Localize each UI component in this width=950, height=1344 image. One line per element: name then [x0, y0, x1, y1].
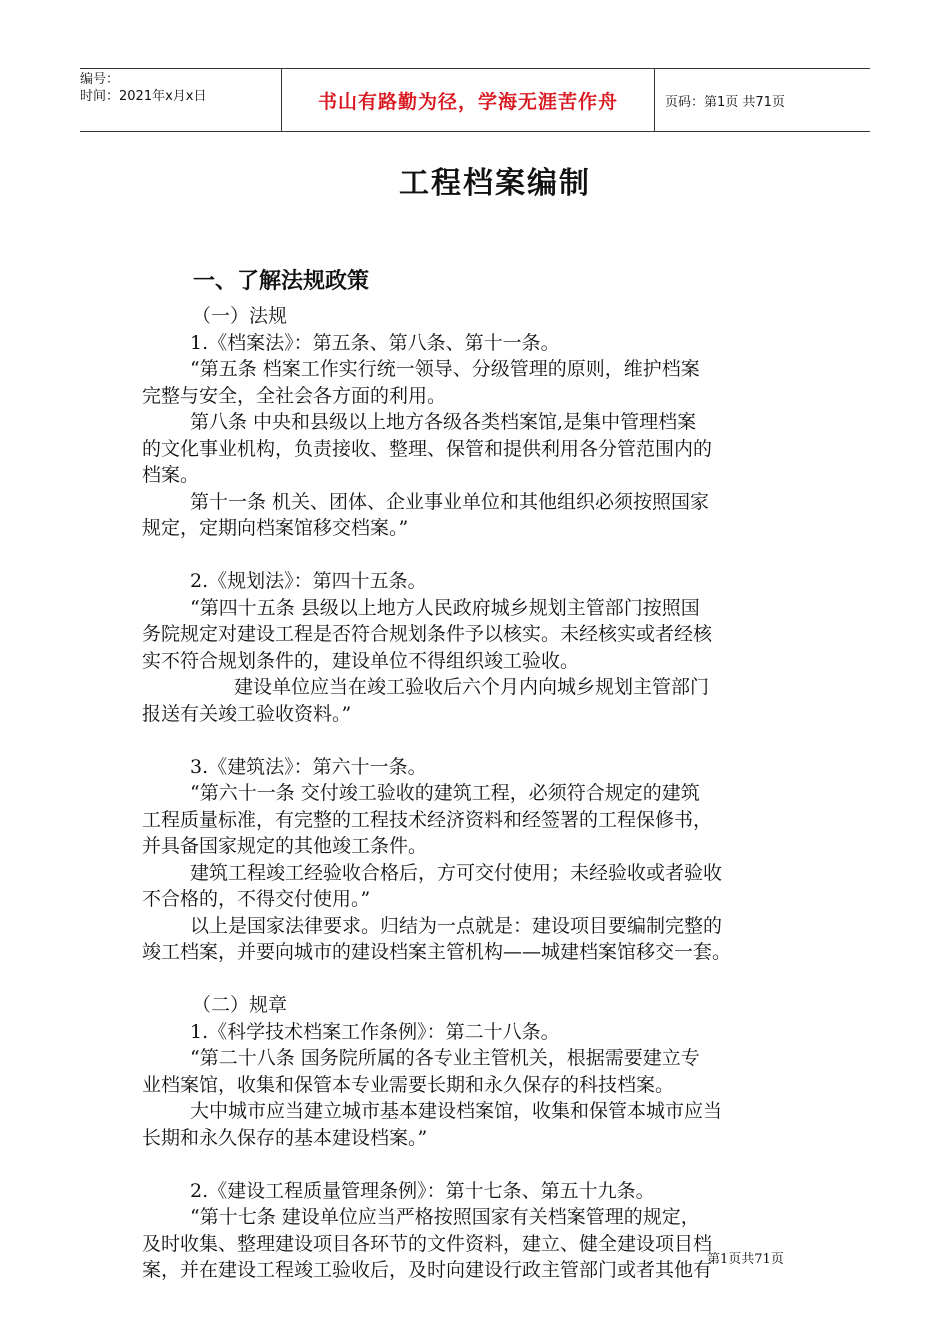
law-item: 2.《建设工程质量管理条例》：第十七条、第五十九条。: [190, 1179, 655, 1202]
text-line: 长期和永久保存的基本建设档案。”: [142, 1126, 428, 1149]
document-title: 工程档案编制: [399, 166, 591, 201]
page-footer: 第1页共71页: [707, 1252, 784, 1267]
blank-line: [142, 542, 822, 569]
text-line: “第五条 档案工作实行统一领导、分级管理的原则，维护档案: [190, 358, 700, 380]
subsection-heading: （一）法规: [192, 305, 288, 327]
text-line: 报送有关竣工验收资料。”: [142, 702, 352, 725]
text-line: 工程质量标准，有完整的工程技术经济资料和经签署的工程保修书，: [142, 808, 713, 831]
text-line: 规定，定期向档案馆移交档案。”: [142, 517, 409, 539]
page-header: [80, 68, 870, 132]
text-line: 实不符合规划条件的，建设单位不得组织竣工验收。: [142, 649, 580, 672]
text-line: 建筑工程竣工经验收合格后，方可交付使用；未经验收或者验收: [190, 861, 723, 884]
text-line: 及时收集、整理建设项目各环节的文件资料，建立、健全建设项目档: [142, 1232, 713, 1255]
text-line: 档案。: [142, 464, 200, 486]
header-page-info: 页码：第1页 共71页: [665, 94, 785, 110]
blank-line: [142, 727, 822, 754]
text-line: 并具备国家规定的其他竣工条件。: [142, 835, 428, 857]
text-line: 建设单位应当在竣工验收后六个月内向城乡规划主管部门: [234, 676, 710, 698]
text-line: 不合格的，不得交付使用。”: [142, 888, 371, 910]
blank-line: [142, 966, 822, 993]
text-line: “第六十一条 交付竣工验收的建筑工程，必须符合规定的建筑: [190, 782, 700, 804]
header-motto: 书山有路勤为径，学海无涯苦作舟: [281, 69, 655, 131]
document-number-label: 编号：: [80, 72, 120, 87]
subsection-heading: （二）规章: [192, 994, 288, 1016]
law-item: 1.《科学技术档案工作条例》：第二十八条。: [190, 1020, 560, 1043]
law-item: 3.《建筑法》：第六十一条。: [190, 755, 427, 778]
text-line: 完整与安全，全社会各方面的利用。: [142, 384, 447, 407]
section-heading: 一、了解法规政策: [193, 269, 370, 294]
text-line: 第八条 中央和县级以上地方各级各类档案馆,是集中管理档案: [190, 411, 697, 433]
header-meta: [80, 69, 280, 133]
blank-line: [142, 1151, 822, 1178]
text-line: “第二十八条 国务院所属的各专业主管机关，根据需要建立专: [190, 1047, 700, 1069]
document-time-label: 时间：2021年x月x日: [80, 89, 207, 104]
text-line: 第十一条 机关、团体、企业事业单位和其他组织必须按照国家: [190, 490, 710, 513]
text-line: 以上是国家法律要求。归结为一点就是：建设项目要编制完整的: [190, 914, 723, 937]
text-line: 竣工档案，并要向城市的建设档案主管机构——城建档案馆移交一套。: [142, 941, 732, 963]
text-line: “第四十五条 县级以上地方人民政府城乡规划主管部门按照国: [190, 596, 700, 619]
document-body: [142, 303, 822, 1284]
law-item: 2.《规划法》：第四十五条。: [190, 570, 427, 592]
text-line: 案，并在建设工程竣工验收后，及时向建设行政主管部门或者其他有: [142, 1259, 713, 1281]
text-line: 的文化事业机构，负责接收、整理、保管和提供利用各分管范围内的: [142, 437, 713, 460]
text-line: “第十七条 建设单位应当严格按照国家有关档案管理的规定，: [190, 1206, 700, 1228]
text-line: 大中城市应当建立城市基本建设档案馆，收集和保管本城市应当: [190, 1100, 723, 1122]
law-item: 1.《档案法》：第五条、第八条、第十一条。: [190, 331, 560, 354]
text-line: 业档案馆，收集和保管本专业需要长期和永久保存的科技档案。: [142, 1073, 675, 1096]
text-line: 务院规定对建设工程是否符合规划条件予以核实。未经核实或者经核: [142, 623, 713, 645]
